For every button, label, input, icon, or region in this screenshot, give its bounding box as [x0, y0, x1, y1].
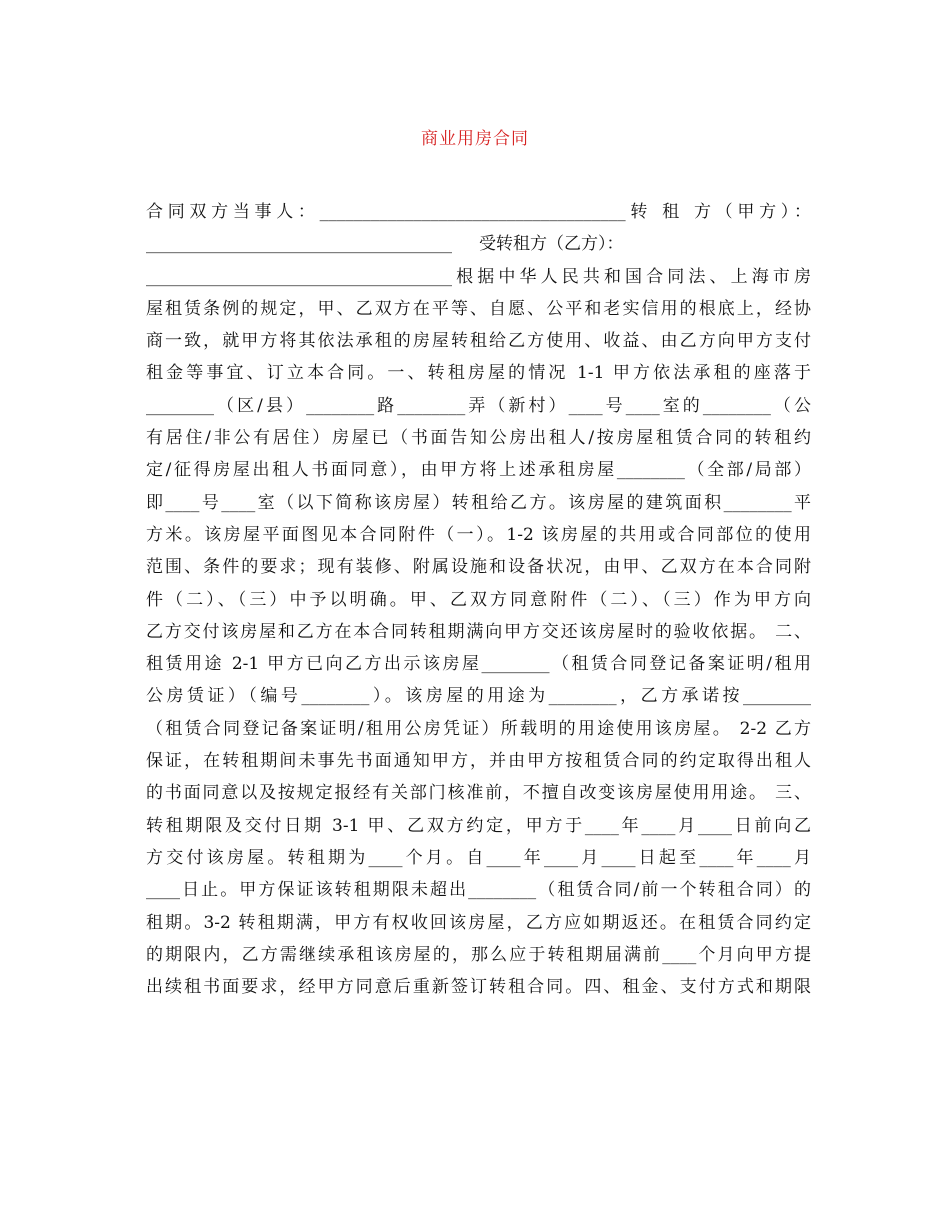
text-line: 租金等事宜、订立本合同。一、转租房屋的情况 1-1 甲方依法承租的座落于 [146, 363, 811, 384]
text-line: 出续租书面要求，经甲方同意后重新签订转租合同。四、租金、支付方式和期限 [146, 977, 811, 998]
text-line: 即____号____室（以下简称该房屋）转租给乙方。该房屋的建筑面积________平 [146, 492, 811, 513]
text-line: 租期。3-2 转租期满，甲方有权收回该房屋，乙方应如期返还。在租赁合同约定 [146, 912, 811, 933]
text-line: 件（二）、（三）中予以明确。甲、乙双方同意附件（二）、（三）作为甲方向 [146, 589, 811, 610]
text-line: 定/征得房屋出租人书面同意），由甲方将上述承租房屋________（全部/局部） [146, 460, 811, 481]
text-line: ________（区/县）________路________弄（新村）____号____室的________（公 [146, 395, 811, 416]
text-line: 乙方交付该房屋和乙方在本合同转租期满向甲方交还该房屋时的验收依据。 二、 [146, 621, 811, 642]
text-line: 公房赁证）（编号________）。该房屋的用途为________，乙方承诺按________ [146, 686, 811, 707]
text-line: ____________________________________根据中华人民共和国合同法、上海市房 [146, 266, 811, 287]
text-line: ____________________________________ 受转租方（乙方）： [146, 234, 624, 255]
text-line: （租赁合同登记备案证明/租用公房凭证）所载明的用途使用该房屋。 2-2 乙方 [146, 718, 811, 739]
text-line: 商一致，就甲方将其依法承租的房屋转租给乙方使用、收益、由乙方向甲方支付 [146, 331, 811, 352]
text-line: 的期限内，乙方需继续承租该房屋的，那么应于转租期届满前____个月向甲方提 [146, 944, 811, 965]
text-line: 屋租赁条例的规定，甲、乙双方在平等、自愿、公平和老实信用的根底上，经协 [146, 298, 811, 319]
text-line: 保证，在转租期间未事先书面通知甲方，并由甲方按租赁合同的约定取得出租人 [146, 751, 811, 772]
document-title: 商业用房合同 [421, 129, 529, 149]
text-line: 有居住/非公有居住）房屋已（书面告知公房出租人/按房屋租赁合同的转租约 [146, 428, 811, 449]
text-line: 范围、条件的要求；现有装修、附属设施和设备状况，由甲、乙双方在本合同附 [146, 557, 811, 578]
text-line: 转租期限及交付日期 3-1 甲、乙双方约定，甲方于____年____月____日前向乙 [146, 815, 811, 836]
text-line: ____日止。甲方保证该转租期限未超出________（租赁合同/前一个转租合同）的 [146, 880, 811, 901]
text-line: 方米。该房屋平面图见本合同附件（一）。1-2 该房屋的共用或合同部位的使用 [146, 524, 811, 545]
text-line: 方交付该房屋。转租期为____个月。自____年____月____日起至____年____月 [146, 847, 811, 868]
contract-body [146, 196, 811, 1003]
text-line: 合同双方当事人：____________________________________转 租 方（甲方）： [146, 202, 811, 222]
text-line: 的书面同意以及按规定报经有关部门核准前，不擅自改变该房屋使用用途。 三、 [146, 783, 811, 804]
text-line: 租赁用途 2-1 甲方已向乙方出示该房屋________（租赁合同登记备案证明/租用 [146, 654, 811, 675]
